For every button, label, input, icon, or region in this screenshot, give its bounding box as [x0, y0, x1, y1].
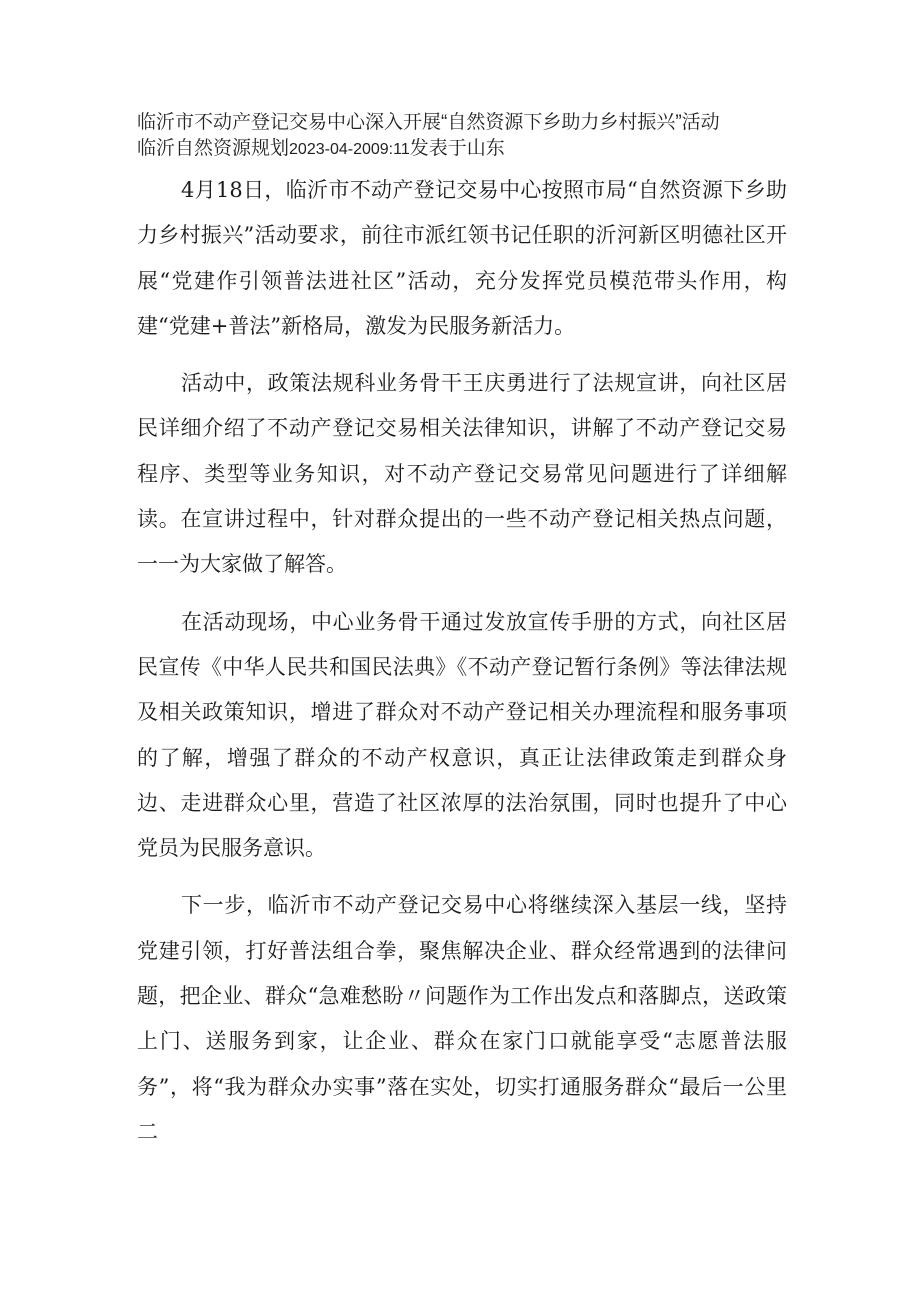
article-title: 临沂市不动产登记交易中心深入开展“自然资源下乡助力乡村振兴”活动: [137, 112, 720, 133]
article-location: 发表于山东: [409, 138, 505, 159]
article-source: 临沂自然资源规划: [137, 138, 290, 159]
article-paragraph: 活动中，政策法规科业务骨干王庆勇进行了法规宣讲，向社区居民详细介绍了不动产登记交易相关法律知识，讲解了不动产登记交易程序、类型等业务知识，对不动产登记交易常见问题进行了详细解读。在宣讲过程中，针对群众提出的一些不动产登记相关热点问题，一一为大家做了解答。: [137, 371, 787, 577]
article-paragraph: 4月18日，临沂市不动产登记交易中心按照市局“自然资源下乡助力乡村振兴”活动要求，前往市派红领书记任职的沂河新区明德社区开展“党建作引领普法进社区”活动，充分发挥党员模范带头作用，构建“党建+普法”新格局，激发为民服务新活力。: [137, 178, 787, 338]
article-body: [137, 168, 787, 1167]
article-paragraph: 下一步，临沂市不动产登记交易中心将继续深入基层一线，坚持党建引领，打好普法组合拳，聚焦解决企业、群众经常遇到的法律问题，把企业、群众“急难愁盼〃问题作为工作出发点和落脚点，送政策上门、送服务到家，让企业、群众在家门口就能享受“志愿普法服务”，将“我为群众办实事”落在实处，切实打通服务群众“最后一公里二: [137, 893, 787, 1144]
article-datetime: 2023-04-2009:11: [289, 141, 410, 158]
article-meta: [137, 136, 817, 163]
article-paragraph: 在活动现场，中心业务骨干通过发放宣传手册的方式，向社区居民宣传《中华人民共和国民法典》《不动产登记暂行条例》等法律法规及相关政策知识，增进了群众对不动产登记相关办理流程和服务事项的了解，增强了群众的不动产权意识，真正让法律政策走到群众身边、走进群众心里，营造了社区浓厚的法治氛围，同时也提升了中心党员为民服务意识。: [137, 609, 787, 861]
article-header: [137, 110, 817, 163]
